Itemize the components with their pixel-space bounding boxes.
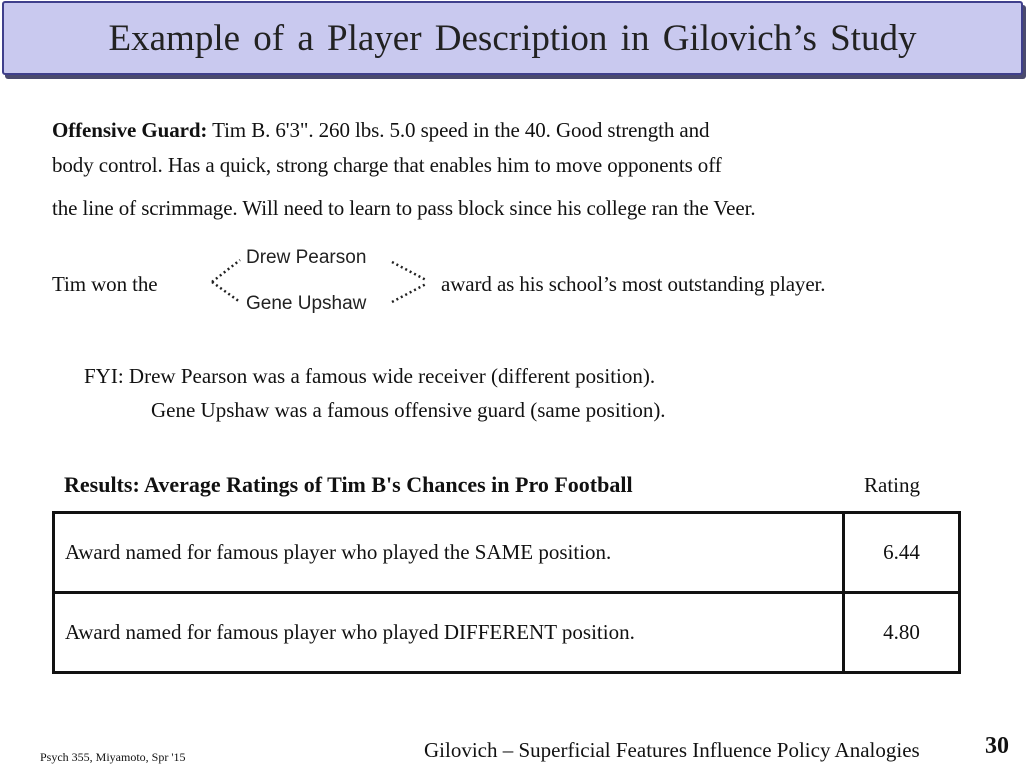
- table-row: [54, 513, 960, 593]
- condition-cell: Award named for famous player who played DIFFERENT position.: [54, 593, 844, 673]
- slide-number: 30: [985, 733, 1009, 759]
- fyi-line-1: FYI: Drew Pearson was a famous wide receiver (different position).: [84, 364, 656, 388]
- footer-topic: Gilovich – Superficial Features Influence Policy Analogies: [424, 738, 920, 762]
- award-options-graphic: [206, 244, 436, 320]
- results-title: Results: Average Ratings of Tim B's Chances in Pro Football: [64, 472, 633, 497]
- slide-title: Example of a Player Description in Gilovich’s Study: [108, 17, 917, 59]
- results-table: [52, 511, 961, 674]
- rating-cell: 6.44: [844, 513, 960, 593]
- award-suffix: award as his school’s most outstanding player.: [441, 272, 826, 296]
- title-banner: [2, 1, 1023, 75]
- rating-cell: 4.80: [844, 593, 960, 673]
- position-label: Offensive Guard:: [52, 118, 208, 142]
- award-option-gene-upshaw: Gene Upshaw: [246, 293, 367, 314]
- fyi-line-2: Gene Upshaw was a famous offensive guard (same position).: [151, 398, 666, 422]
- description-line-2: body control. Has a quick, strong charge that enables him to move opponents off: [52, 153, 722, 177]
- award-prefix: Tim won the: [52, 272, 158, 296]
- condition-cell: Award named for famous player who played the SAME position.: [54, 513, 844, 593]
- description-line-3: the line of scrimmage. Will need to learn to pass block since his college ran the Veer.: [52, 196, 756, 220]
- table-row: [54, 593, 960, 673]
- award-option-drew-pearson: Drew Pearson: [246, 247, 367, 268]
- footer-course-info: Psych 355, Miyamoto, Spr '15: [40, 750, 186, 764]
- rating-column-header: Rating: [864, 473, 920, 497]
- description-text-1: Tim B. 6'3". 260 lbs. 5.0 speed in the 40. Good strength and: [207, 118, 710, 142]
- description-line-1: [52, 118, 709, 143]
